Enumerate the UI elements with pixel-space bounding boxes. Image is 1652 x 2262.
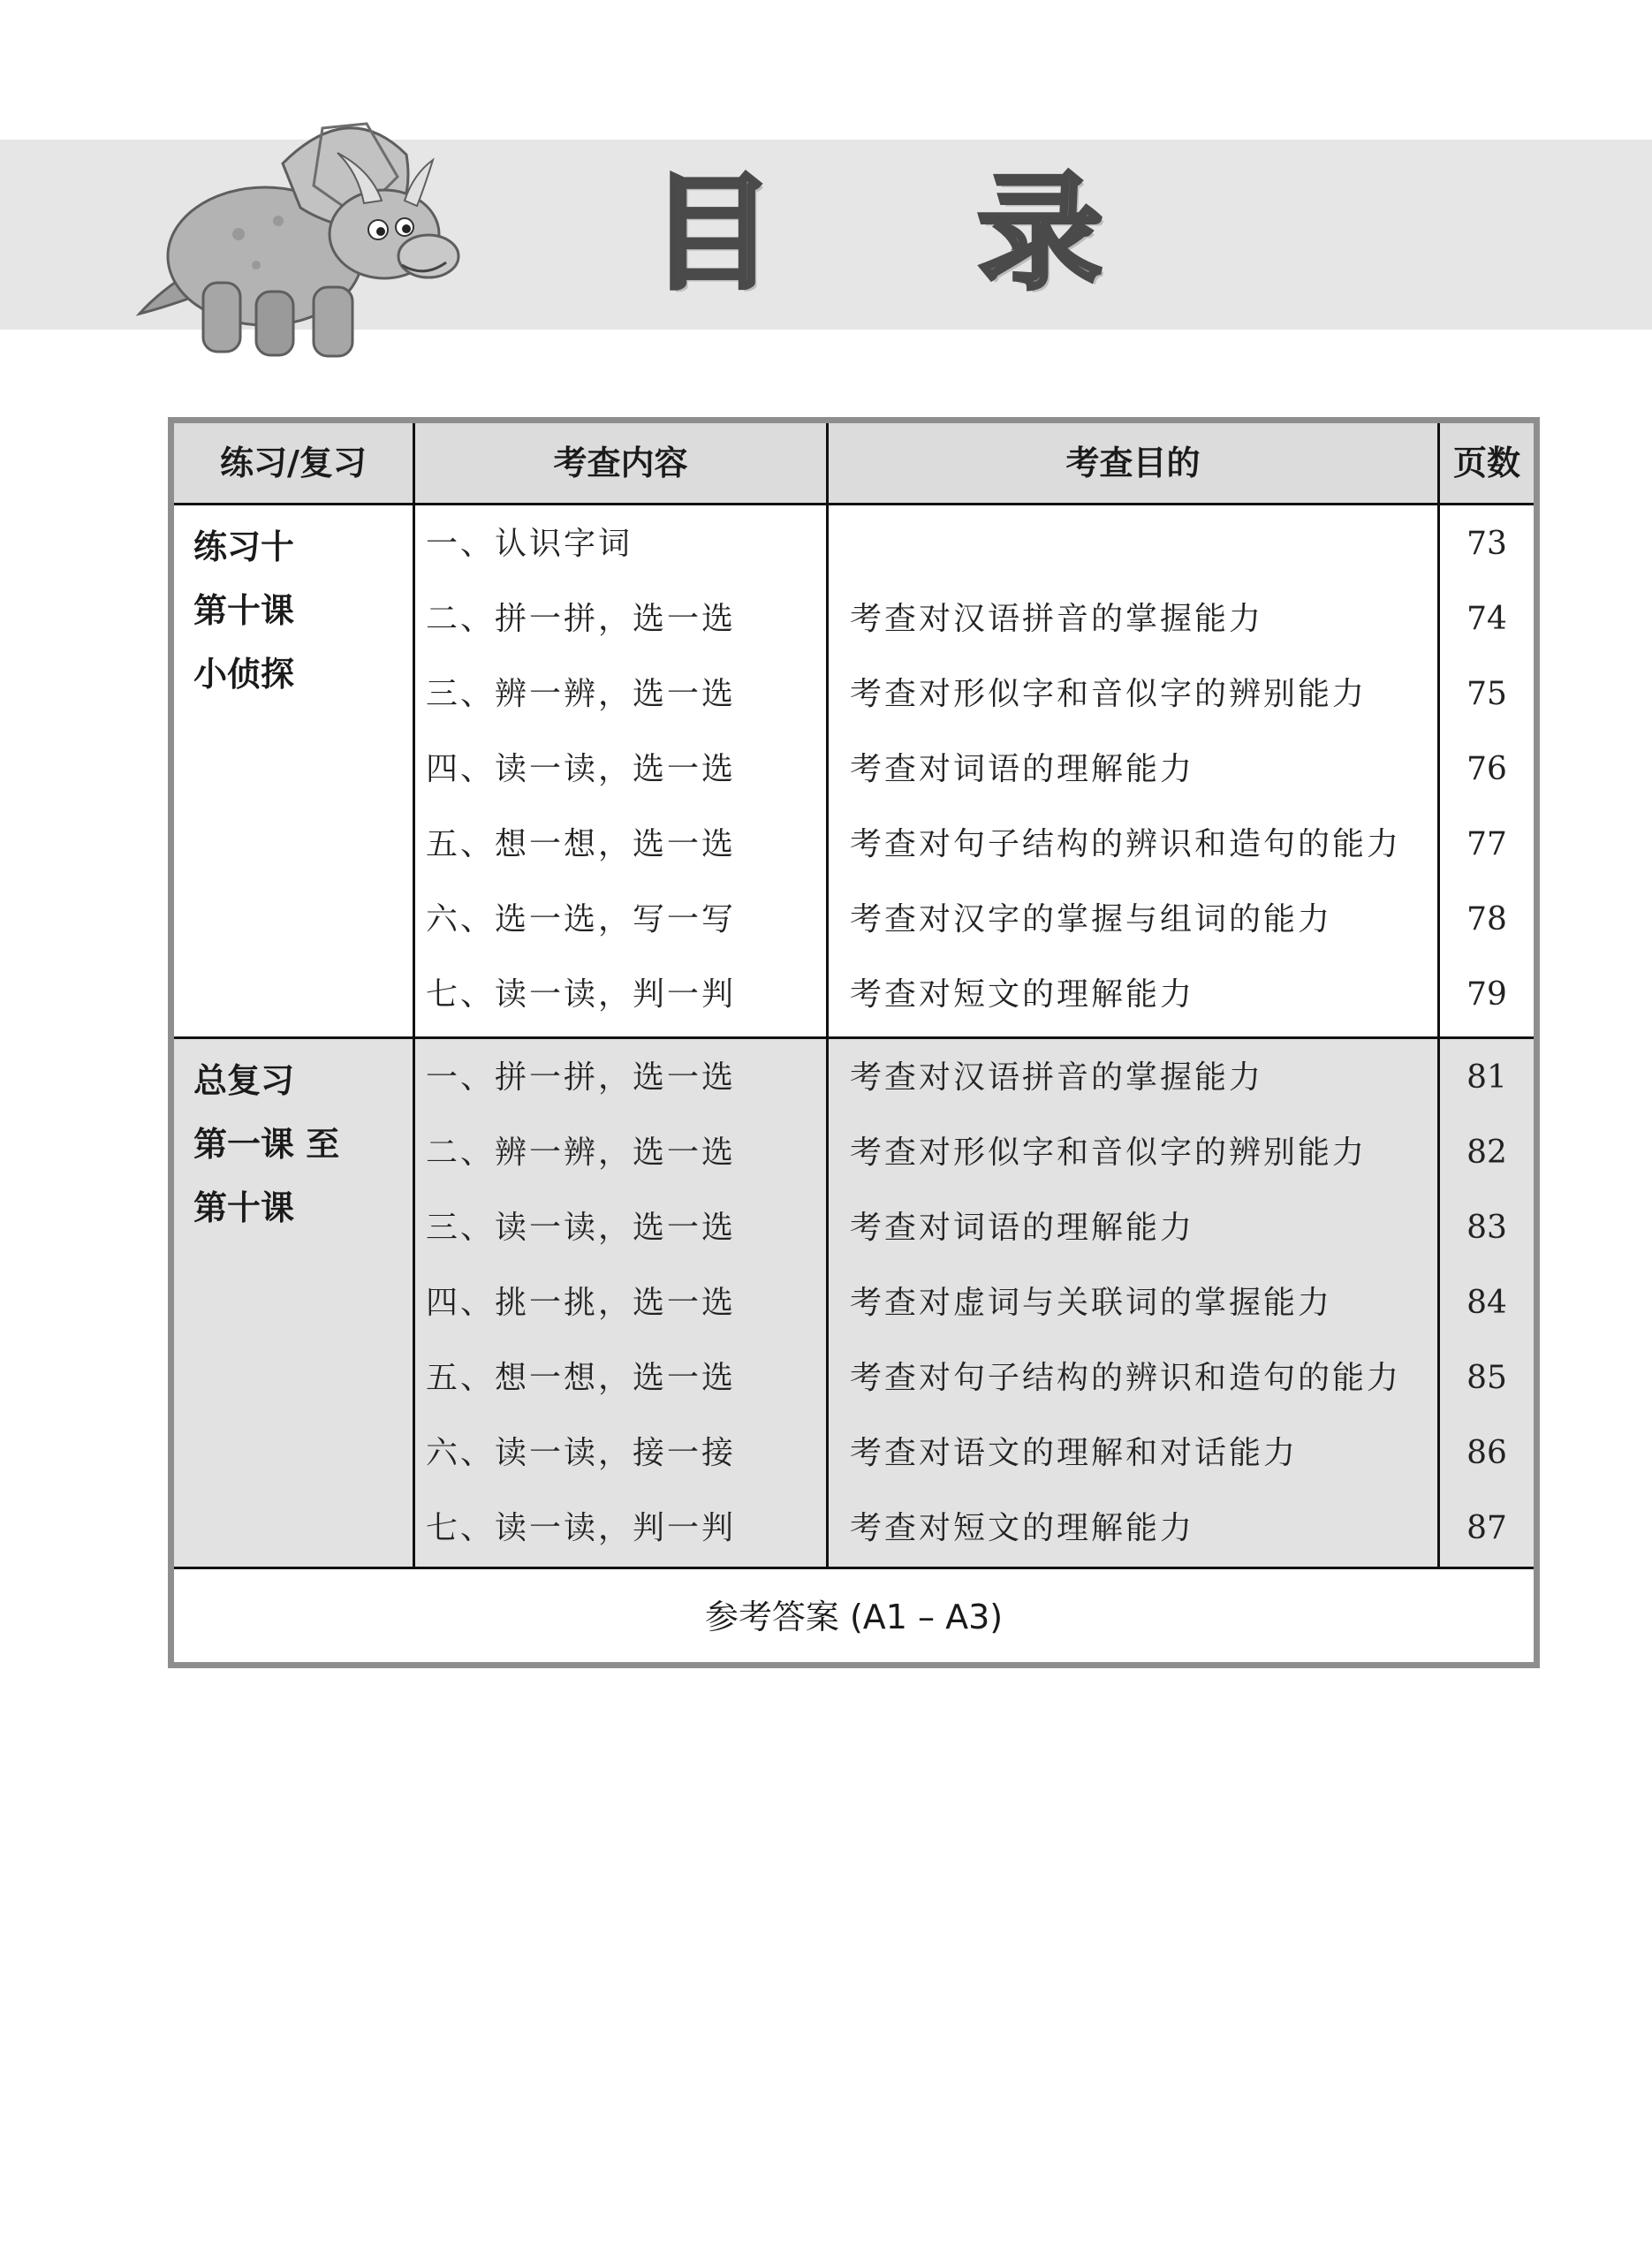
table-row <box>174 1416 1534 1491</box>
page-number: 73 <box>1466 526 1507 562</box>
page-number: 87 <box>1466 1510 1507 1546</box>
exercise-purpose: 考查对短文的理解能力 <box>850 976 1195 1013</box>
page-number: 74 <box>1466 601 1507 637</box>
section-label: 练习十 <box>193 528 295 566</box>
exercise-item: 三、读一读，选一选 <box>426 1210 737 1246</box>
table-of-contents <box>168 417 1540 1668</box>
page-number: 86 <box>1466 1435 1507 1471</box>
exercise-item: 一、拼一拼，选一选 <box>426 1059 737 1096</box>
row-divider <box>174 1567 1534 1569</box>
section-label: 第十课 <box>193 591 295 630</box>
table-row <box>174 1265 1534 1340</box>
exercise-item: 四、读一读，选一选 <box>426 751 737 787</box>
exercise-item: 四、挑一挑，选一选 <box>426 1285 737 1321</box>
page-number: 84 <box>1466 1285 1507 1321</box>
table-row <box>174 657 1534 732</box>
table-row <box>174 1115 1534 1190</box>
table-row <box>174 807 1534 882</box>
exercise-item: 五、想一想，选一选 <box>426 1360 737 1396</box>
page-number: 85 <box>1466 1360 1507 1396</box>
exercise-item: 六、选一选，写一写 <box>426 901 737 937</box>
table-row <box>174 882 1534 957</box>
table-row <box>174 1340 1534 1416</box>
page-number: 83 <box>1466 1210 1507 1246</box>
exercise-purpose: 考查对句子结构的辨识和造句的能力 <box>850 826 1402 862</box>
exercise-purpose: 考查对汉语拼音的掌握能力 <box>850 1059 1264 1096</box>
table-row <box>174 506 1534 581</box>
exercise-purpose: 考查对词语的理解能力 <box>850 751 1195 787</box>
page-number: 81 <box>1466 1059 1507 1096</box>
exercise-purpose: 考查对汉字的掌握与组词的能力 <box>850 901 1333 937</box>
table-row <box>174 732 1534 807</box>
exercise-purpose: 考查对虚词与关联词的掌握能力 <box>850 1285 1333 1321</box>
row-divider <box>174 1036 1534 1039</box>
exercise-purpose: 考查对形似字和音似字的辨别能力 <box>850 676 1368 712</box>
exercise-purpose: 考查对汉语拼音的掌握能力 <box>850 601 1264 637</box>
header-page: 页数 <box>1452 444 1520 482</box>
table-row <box>174 581 1534 657</box>
table-row <box>174 1040 1534 1115</box>
row-divider <box>174 503 1534 505</box>
exercise-item: 七、读一读，判一判 <box>426 1510 737 1546</box>
page-title: 目 录 <box>649 161 1183 307</box>
exercise-item: 二、拼一拼，选一选 <box>426 601 737 637</box>
page-number: 76 <box>1466 751 1507 787</box>
page-number: 82 <box>1466 1135 1507 1171</box>
table-row <box>174 1491 1534 1566</box>
exercise-item: 三、辨一辨，选一选 <box>426 676 737 712</box>
section-label: 第一课 至 <box>193 1125 340 1164</box>
page-number: 78 <box>1466 901 1507 937</box>
table-row <box>174 1190 1534 1265</box>
exercise-purpose: 考查对语文的理解和对话能力 <box>850 1435 1299 1471</box>
header-practice: 练习/复习 <box>220 444 367 482</box>
page-number: 79 <box>1466 976 1507 1013</box>
header-purpose: 考查目的 <box>1065 444 1201 482</box>
exercise-item: 六、读一读，接一接 <box>426 1435 737 1471</box>
exercise-item: 一、认识字词 <box>426 526 633 562</box>
exercise-purpose: 考查对形似字和音似字的辨别能力 <box>850 1135 1368 1171</box>
page-number: 77 <box>1466 826 1507 862</box>
triceratops-mascot-illustration <box>133 102 477 367</box>
page-number: 75 <box>1466 676 1507 712</box>
section-label: 总复习 <box>193 1061 295 1100</box>
exercise-purpose: 考查对句子结构的辨识和造句的能力 <box>850 1360 1402 1396</box>
exercise-item: 七、读一读，判一判 <box>426 976 737 1013</box>
table-row <box>174 957 1534 1032</box>
section-label: 第十课 <box>193 1188 295 1227</box>
exercise-purpose: 考查对短文的理解能力 <box>850 1510 1195 1546</box>
answer-key-label: 参考答案 (A1 – A3) <box>704 1598 1004 1636</box>
header-content: 考查内容 <box>553 444 688 482</box>
exercise-purpose: 考查对词语的理解能力 <box>850 1210 1195 1246</box>
exercise-item: 五、想一想，选一选 <box>426 826 737 862</box>
section-label: 小侦探 <box>193 655 295 694</box>
exercise-item: 二、辨一辨，选一选 <box>426 1135 737 1171</box>
